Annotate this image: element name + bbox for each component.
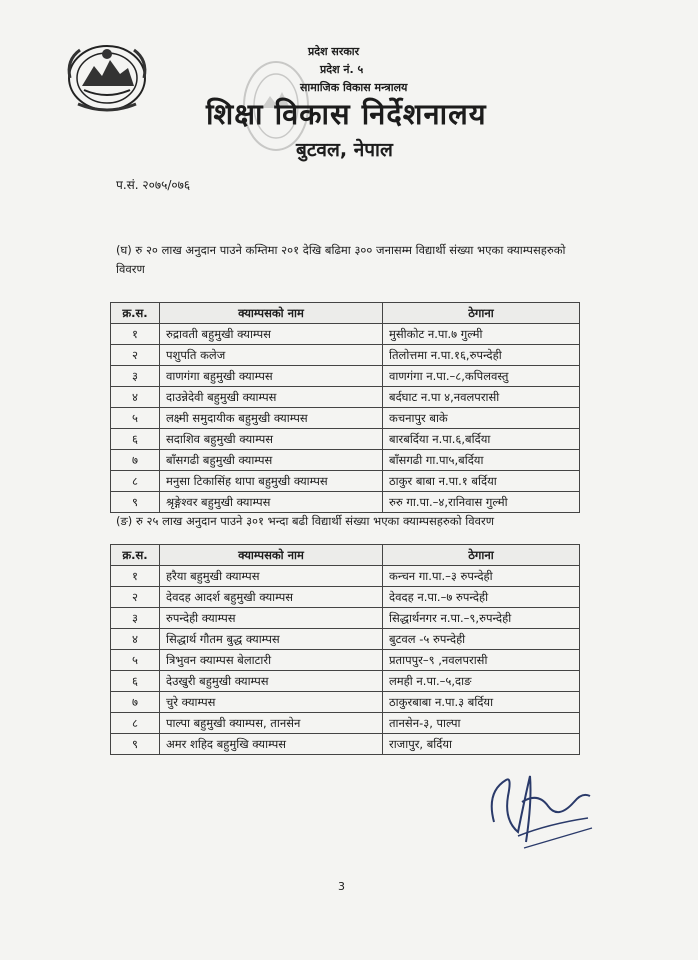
table-row (111, 713, 580, 734)
table-row (111, 566, 580, 587)
table-row (111, 366, 580, 387)
row-sn: ९ (111, 734, 160, 755)
row-address: देवदह न.पा.–७ रुपन्देही (383, 587, 580, 608)
table-row (111, 608, 580, 629)
table-row (111, 429, 580, 450)
director-signature-icon (478, 762, 598, 856)
row-sn: ३ (111, 608, 160, 629)
nepal-emblem-icon (64, 40, 150, 114)
column-header-sn: क्र.स. (111, 545, 160, 566)
row-campus-name: श्रृङ्गेश्वर बहुमुखी क्याम्पस (160, 492, 383, 513)
row-sn: ५ (111, 408, 160, 429)
column-header-sn: क्र.स. (111, 303, 160, 324)
row-sn: ४ (111, 629, 160, 650)
table-row (111, 671, 580, 692)
table-header-row (111, 545, 580, 566)
table-row (111, 408, 580, 429)
row-campus-name: लक्ष्मी समुदायीक बहुमुखी क्याम्पस (160, 408, 383, 429)
table-row (111, 629, 580, 650)
row-sn: २ (111, 345, 160, 366)
section1-title: (घ) रु २० लाख अनुदान पाउने कम्तिमा २०१ देखि बढिमा ३०० जनासम्म विद्यार्थी संख्या भएका क्याम्पसहरुको विवरण (116, 243, 566, 276)
campus-table-section2 (110, 544, 580, 755)
table-row (111, 650, 580, 671)
table-row (111, 734, 580, 755)
row-campus-name: सिद्धार्थ गौतम बुद्ध क्याम्पस (160, 629, 383, 650)
table-row (111, 692, 580, 713)
row-address: लमही न.पा.–५,दाङ (383, 671, 580, 692)
page-number: 3 (338, 880, 345, 893)
row-campus-name: पाल्पा बहुमुखी क्याम्पस, तानसेन (160, 713, 383, 734)
table-row (111, 492, 580, 513)
row-campus-name: अमर शहिद बहुमुखि क्याम्पस (160, 734, 383, 755)
row-address: बर्दघाट न.पा ४,नवलपरासी (383, 387, 580, 408)
row-sn: ४ (111, 387, 160, 408)
reference-number: प.सं. २०७५/०७६ (116, 178, 191, 192)
table-row (111, 324, 580, 345)
table-row (111, 345, 580, 366)
row-address: ठाकुर बाबा न.पा.१ बर्दिया (383, 471, 580, 492)
row-campus-name: सदाशिव बहुमुखी क्याम्पस (160, 429, 383, 450)
row-sn: ८ (111, 713, 160, 734)
row-campus-name: वाणगंगा बहुमुखी क्याम्पस (160, 366, 383, 387)
campus-table-section1 (110, 302, 580, 513)
row-campus-name: त्रिभुवन क्याम्पस बेलाटारी (160, 650, 383, 671)
row-sn: ६ (111, 671, 160, 692)
row-campus-name: देवदह आदर्श बहुमुखी क्याम्पस (160, 587, 383, 608)
row-campus-name: रुपन्देही क्याम्पस (160, 608, 383, 629)
row-sn: १ (111, 324, 160, 345)
header-government: प्रदेश सरकार (308, 45, 360, 58)
row-sn: २ (111, 587, 160, 608)
column-header-name: क्याम्पसको नाम (160, 303, 383, 324)
header-office-title: शिक्षा विकास निर्देशनालय (206, 97, 487, 131)
row-address: तानसेन-३, पाल्पा (383, 713, 580, 734)
header-province: प्रदेश नं. ५ (320, 63, 364, 76)
row-campus-name: मनुसा टिकासिंह थापा बहुमुखी क्याम्पस (160, 471, 383, 492)
table-header-row (111, 303, 580, 324)
row-address: मुसीकोट न.पा.७ गुल्मी (383, 324, 580, 345)
row-sn: ९ (111, 492, 160, 513)
row-sn: ७ (111, 692, 160, 713)
table-row (111, 471, 580, 492)
row-sn: ८ (111, 471, 160, 492)
row-campus-name: पशुपति कलेज (160, 345, 383, 366)
table-row (111, 587, 580, 608)
row-address: कचनापुर बाके (383, 408, 580, 429)
column-header-address: ठेगाना (383, 303, 580, 324)
row-address: प्रतापपुर–९ ,नवलपरासी (383, 650, 580, 671)
section2-title: (ङ) रु २५ लाख अनुदान पाउने ३०१ भन्दा बढी विद्यार्थी संख्या भएका क्याम्पसहरुको विवरण (116, 514, 495, 528)
row-address: बुटवल -५ रुपन्देही (383, 629, 580, 650)
row-sn: १ (111, 566, 160, 587)
row-campus-name: दाउन्नेदेवी बहुमुखी क्याम्पस (160, 387, 383, 408)
row-sn: ७ (111, 450, 160, 471)
column-header-address: ठेगाना (383, 545, 580, 566)
row-sn: ५ (111, 650, 160, 671)
row-address: सिद्धार्थनगर न.पा.–९,रुपन्देही (383, 608, 580, 629)
header-location: बुटवल, नेपाल (296, 139, 393, 161)
row-campus-name: हरैया बहुमुखी क्याम्पस (160, 566, 383, 587)
row-address: तिलोत्तमा न.पा.१६,रुपन्देही (383, 345, 580, 366)
row-campus-name: चुरे क्याम्पस (160, 692, 383, 713)
row-sn: ६ (111, 429, 160, 450)
row-address: बारबर्दिया न.पा.६,बर्दिया (383, 429, 580, 450)
row-address: रुरु गा.पा.–४,रानिवास गुल्मी (383, 492, 580, 513)
row-sn: ३ (111, 366, 160, 387)
header-ministry: सामाजिक विकास मन्त्रालय (300, 81, 408, 94)
row-campus-name: देउखुरी बहुमुखी क्याम्पस (160, 671, 383, 692)
table-row (111, 450, 580, 471)
column-header-name: क्याम्पसको नाम (160, 545, 383, 566)
row-address: कन्चन गा.पा.–३ रुपन्देही (383, 566, 580, 587)
row-address: राजापुर, बर्दिया (383, 734, 580, 755)
table-row (111, 387, 580, 408)
row-address: ठाकुरबाबा न.पा.३ बर्दिया (383, 692, 580, 713)
row-address: बाँसगढी गा.पा५,बर्दिया (383, 450, 580, 471)
row-address: वाणगंगा न.पा.–८,कपिलवस्तु (383, 366, 580, 387)
row-campus-name: बाँसगढी बहुमुखी क्याम्पस (160, 450, 383, 471)
row-campus-name: रुद्रावती बहुमुखी क्याम्पस (160, 324, 383, 345)
